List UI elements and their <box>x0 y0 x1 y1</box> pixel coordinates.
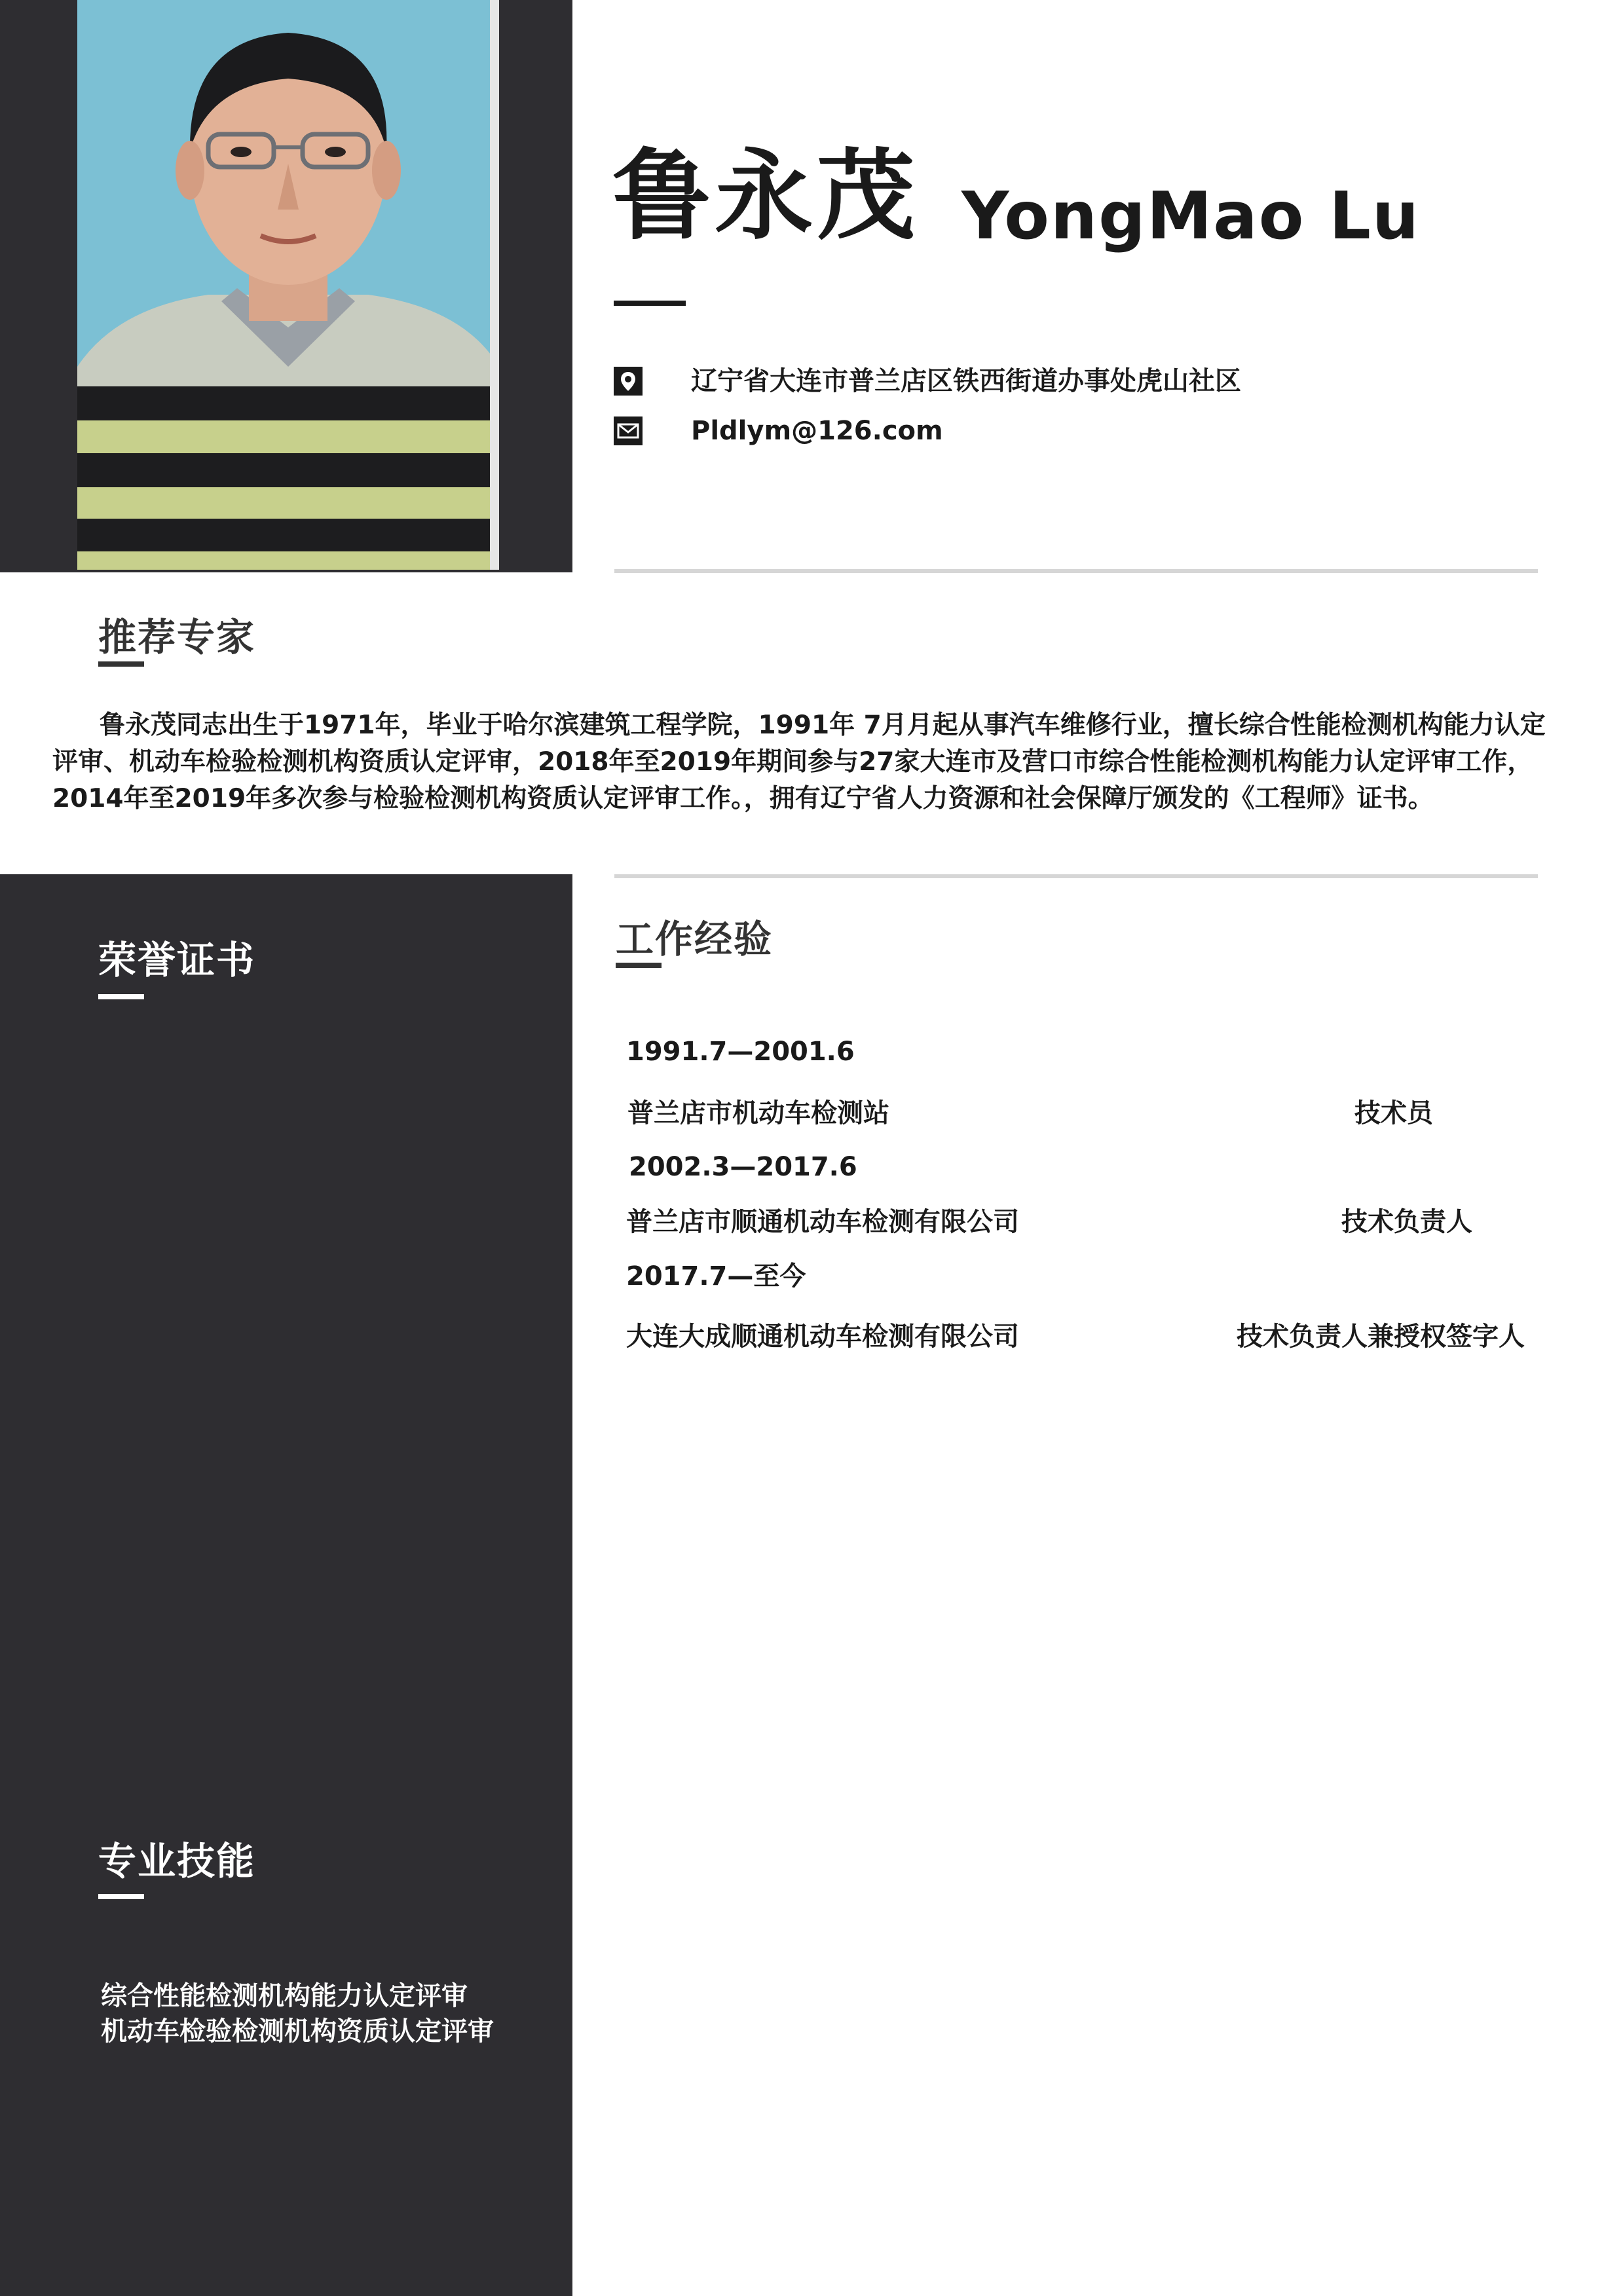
recommend-line: 评审、机动车检验检测机构资质认定评审，2018年至2019年期间参与27家大连市及营口市综合性能检测机构能力认定评审工作， <box>52 747 1533 777</box>
envelope-icon <box>614 417 643 445</box>
recommend-paragraph <box>52 707 1623 817</box>
skill-item: 综合性能检测机构能力认定评审 <box>101 1981 468 2011</box>
name-english: YongMao Lu <box>961 177 1421 254</box>
honors-section-title: 荣誉证书 <box>98 938 256 982</box>
left-panel-bottom <box>0 874 572 2296</box>
address-text: 辽宁省大连市普兰店区铁西街道办事处虎山社区 <box>691 366 1241 396</box>
work-section-title: 工作经验 <box>616 917 774 961</box>
recommend-title-underline <box>98 661 144 667</box>
skills-section-title: 专业技能 <box>98 1839 256 1883</box>
work-period: 2017.7—至今 <box>626 1261 806 1291</box>
work-role: 技术负责人兼授权签字人 <box>1237 1322 1525 1352</box>
work-company: 普兰店市顺通机动车检测有限公司 <box>626 1207 1019 1237</box>
recommend-line: 鲁永茂同志出生于1971年，毕业于哈尔滨建筑工程学院，1991年 7月月起从事汽车维修行业，擅长综合性能检测机构能力认定 <box>100 711 1546 740</box>
work-company: 普兰店市机动车检测站 <box>627 1098 889 1128</box>
name-underline <box>614 301 686 306</box>
work-company: 大连大成顺通机动车检测有限公司 <box>626 1322 1019 1352</box>
skills-title-underline <box>98 1894 144 1899</box>
portrait-photo <box>77 0 499 570</box>
work-period: 2002.3—2017.6 <box>629 1152 857 1182</box>
work-title-underline <box>616 963 662 968</box>
work-role: 技术负责人 <box>1341 1207 1472 1237</box>
name-chinese: 鲁永茂 <box>612 139 920 253</box>
divider-middle <box>614 874 1538 878</box>
work-role: 技术员 <box>1354 1098 1433 1128</box>
honors-title-underline <box>98 994 144 999</box>
location-pin-icon <box>614 367 643 396</box>
skill-item: 机动车检验检测机构资质认定评审 <box>101 2016 494 2046</box>
recommend-section-title: 推荐专家 <box>98 615 256 659</box>
email-link[interactable]: Pldlym@126.com <box>691 416 943 446</box>
recommend-line: 2014年至2019年多次参与检验检测机构资质认定评审工作。，拥有辽宁省人力资源和社会保障厅颁发的《工程师》证书。 <box>52 784 1434 813</box>
divider-top <box>614 569 1538 573</box>
work-period: 1991.7—2001.6 <box>626 1037 855 1067</box>
